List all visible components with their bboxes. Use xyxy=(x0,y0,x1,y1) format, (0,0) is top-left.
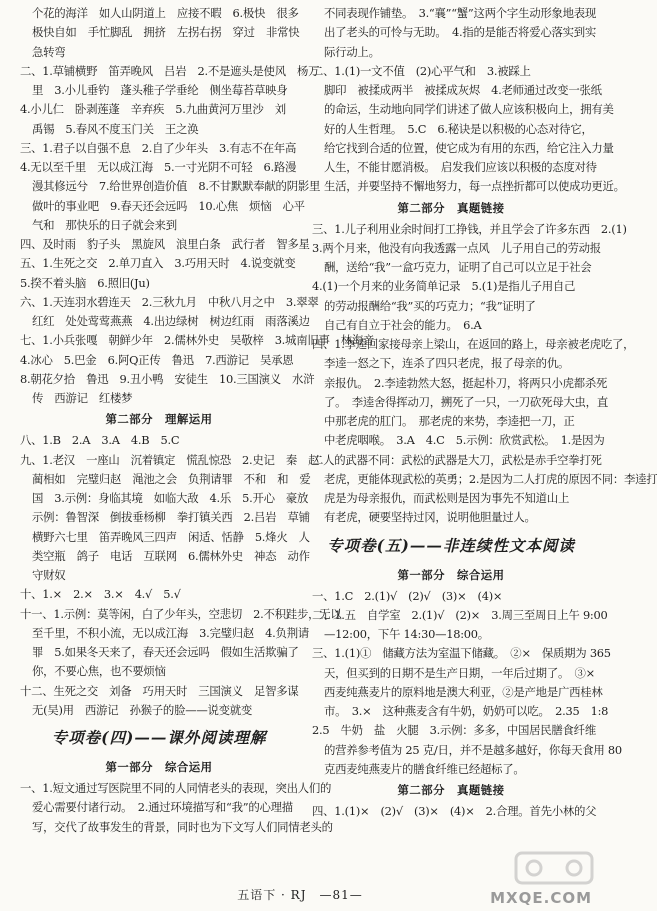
answer-line: 示例：鲁智深 倒拔垂杨柳 拳打镇关西 2.吕岩 草铺 xyxy=(32,510,310,525)
answer-line: 出了老头的可怜与无助。 4.指的是能否将爱心落实到实 xyxy=(324,25,597,40)
answer-line: 脚印 被揉成两半 被揉成灰烬 4.老师通过改变一张纸 xyxy=(324,83,602,97)
answer-line: 四、1.李逵回家接母亲上梁山，在返回的路上，母亲被老虎吃了， xyxy=(312,337,635,351)
answer-line: 你，不要心焦，也不要烦恼 xyxy=(32,664,166,679)
answer-line: 不同表现作铺垫。 3.“襄”“蟹”这两个字生动形象地表现 xyxy=(324,6,597,20)
page-footer: 五语下 · RJ —81— xyxy=(237,888,363,902)
answer-line: 2.5 牛奶 盐 火腿 3.示例：多多，中国居民膳食纤维 xyxy=(312,723,596,738)
answer-line: 的劳动报酬给“我”买的巧克力；“我”证明了 xyxy=(324,298,536,313)
left-block-4 xyxy=(20,779,333,837)
section-heading-comprehensive: 第一部分 综合运用 xyxy=(105,760,213,774)
answer-line: 人生，不能甘愿消极。 启发我们应该以积极的态度对待 xyxy=(324,160,597,174)
answer-line: 传 西游记 红楼梦 xyxy=(32,391,133,405)
answer-line: 至千里，不积小流，无以成江海 3.完璧归赵 4.负荆请 xyxy=(32,625,309,640)
answer-line: 西麦纯燕麦片的原料地是澳大利亚，②是产地是广西桂林 xyxy=(324,684,603,699)
answer-line: 中老虎咽喉。 3.A 4.C 5.示例：欣赏武松。 1.是因为 xyxy=(324,433,605,448)
answer-line: 一、1.C 2.(1)√ (2)√ (3)× (4)× xyxy=(312,588,503,603)
answer-line: 六、1.天连羽水碧连天 2.三秋九月 中秋八月之中 3.翠翠 xyxy=(20,294,319,309)
answer-line: 里 3.小儿垂钓 蓬头稚子学垂纶 侧坐莓苔草映身 xyxy=(32,83,288,97)
answer-line: 自己有自立于社会的能力。 6.A xyxy=(324,317,482,332)
answer-line: 一、1.短文通过写医院里不同的人同情老头的表现，突出人们的 xyxy=(20,781,332,795)
answer-line: 4.(1)一个月来的业务简单记录 5.(1)是指儿子用自己 xyxy=(312,279,576,294)
answer-line: 蔺相如 完璧归赵 渑池之会 负荆请罪 不和 和 爱 xyxy=(32,471,311,486)
section-heading-comprehensive-2: 第一部分 综合运用 xyxy=(397,567,505,582)
answer-line: 好的人生哲理。 5.C 6.秘诀是以积极的心态对待它， xyxy=(324,121,593,136)
answer-line: 市。 3.× 这种燕麦含有牛奶，奶奶可以吃。 2.35 1:8 xyxy=(324,704,609,718)
special-volume-5-title: 专项卷(五)——非连续性文本阅读 xyxy=(327,535,575,555)
answer-line: 国 3.示例：身临其境 如临大敌 4.乐 5.开心 豪放 xyxy=(32,491,309,505)
answer-line: 九、1.老汉 一座山 沉着镇定 慌乱惊恐 2.史记 秦 赵 xyxy=(20,452,320,467)
answer-line: 酬，送给“我”一盒巧克力，证明了自己可以立足于社会 xyxy=(324,260,592,274)
answer-line: 十一、1.示例：莫等闲，白了少年头，空悲切 2.不积跬步，无以 xyxy=(20,606,342,621)
answer-line: 中那老虎的肛门。 那老虎的来势，李逵把一刀，正 xyxy=(324,414,575,428)
answer-line: 克西麦纯燕麦片的膳食纤维已经超标了。 xyxy=(324,761,525,776)
answer-line: 五、1.生死之交 2.单刀直入 3.巧用天时 4.说变就变 xyxy=(20,256,296,271)
answer-line: 给它找到合适的位置，使它成为有用的东西，给它注入力量 xyxy=(324,140,614,155)
answer-line: 急转弯 xyxy=(32,44,66,59)
answer-line: 七、1.小兵张嘎 朝鲜少年 2.儒林外史 吴敬梓 3.城南旧事 林海音 xyxy=(20,333,375,348)
answer-line: 二、1.(1)一文不值 (2)心平气和 3.被踩上 xyxy=(312,63,531,78)
answer-line: 二、1.五 自学室 2.(1)√ (2)× 3.周三至周日上午 9:00 xyxy=(312,607,608,622)
answer-line: —12:00，下午 14:30—18:00。 xyxy=(324,627,489,641)
answer-line: 5.揆不着头脑 6.照旧(Ju) xyxy=(20,275,150,290)
right-block-4 xyxy=(312,587,622,780)
answer-line: 三、1.君子以自强不息 2.自了少年头 3.有志不在年高 xyxy=(20,140,297,155)
answer-line: 个花的海洋 如人山阴道上 应接不暇 6.极快 很多 xyxy=(32,6,299,20)
answer-line: 有老虎，硬要坚持过冈，说明他胆量过人。 xyxy=(324,510,536,525)
answer-line: 生活，并要坚持不懈地努力，每一点挫折都可以使成功更近。 xyxy=(324,179,625,194)
answer-line: 亲报仇。 2.李逵勃然大怒，挺起朴刀，将两只小虎都杀死 xyxy=(324,375,608,390)
answer-line: 八、1.B 2.A 3.A 4.B 5.C xyxy=(20,433,180,448)
answer-line: 老虎，更能体现武松的英勇；2.是因为二人打虎的原因不同：李逵打 xyxy=(324,471,657,486)
answer-line: 二人的武器不同：武松的武器是大刀，武松是赤手空拳打死 xyxy=(312,452,602,467)
right-block-3 xyxy=(312,335,657,528)
answer-line: 天，但买到的日期不是生产日期，一年后过期了。 ③× xyxy=(324,665,595,680)
answer-line: 四、及时雨 豹子头 黑旋风 浪里白条 武行者 智多星 xyxy=(20,237,310,251)
answer-line: 4.无以至千里 无以成江海 5.一寸光阴不可轻 6.路漫 xyxy=(20,160,297,174)
answer-line: 三、1.(1)① 储藏方法为室温下储藏。 ②× 保质期为 365 xyxy=(312,646,611,661)
answer-line: 际行动上。 xyxy=(324,44,380,59)
answer-line: 写，交代了故事发生的背景，同时也为下文写人们同情老头的 xyxy=(32,819,333,834)
answer-line: 极快自如 手忙脚乱 拥挤 左拐右拐 穿过 非常快 xyxy=(32,25,300,40)
special-volume-4-title: 专项卷(四)——课外阅读理解 xyxy=(51,728,267,747)
watermark-text: MXQE.COM xyxy=(490,889,592,907)
answer-line: 二、1.草铺横野 笛弄晚风 吕岩 2.不是遮头是使风 杨万 xyxy=(20,63,320,78)
answer-line: 李逵一怒之下，连杀了四只老虎，报了母亲的仇。 xyxy=(324,356,570,371)
answer-line: 了。 李逵舍得挥动刀，搠死了一只，一刀砍死母大虫，直 xyxy=(324,394,608,409)
answer-line: 红红 处处莺莺燕燕 4.出边绿树 树边红雨 雨落溪边 xyxy=(32,314,310,328)
answer-line: 4.小儿仁 卧剥莲蓬 辛弃疾 5.九曲黄河万里沙 刘 xyxy=(20,102,286,117)
answer-line: 漫其修远兮 7.给世界创造价值 8.不甘默默奉献的阴影里 xyxy=(32,179,321,194)
answer-line: 爱心需要付诸行动。 2.通过环境描写和“我”的心理描 xyxy=(32,800,293,815)
right-block-1 xyxy=(312,4,625,197)
section-heading-understanding: 第二部分 理解运用 xyxy=(105,412,213,427)
answer-line: 类空瓶 鸽子 电话 互联网 6.儒林外史 神态 动作 xyxy=(32,548,310,563)
answer-line: 罪 5.如果冬天来了，春天还会远吗 假如生活欺骗了 xyxy=(32,645,299,659)
right-column xyxy=(312,4,657,821)
answer-line: 气和 那快乐的日子就会来到 xyxy=(32,217,177,232)
answer-line: 十二、生死之交 刘备 巧用天时 三国演义 足智多谋 xyxy=(20,683,299,698)
answer-line: 虎是为母亲报仇，而武松则是因为事先不知道山上 xyxy=(324,491,570,505)
answer-line: 禹锡 5.春风不度玉门关 王之涣 xyxy=(32,121,199,136)
answer-line: 的命运，生动地向同学们讲述了做人应该积极向上，拥有美 xyxy=(324,102,614,117)
answer-line: 四、1.(1)× (2)√ (3)× (4)× 2.合理。首先小林的父 xyxy=(312,804,597,818)
right-block-2 xyxy=(312,220,627,336)
answer-line: 三、1.儿子利用业余时间打工挣钱，并且学会了许多东西 2.(1) xyxy=(312,221,627,236)
left-block-3 xyxy=(20,585,342,720)
answer-line: 3.两个月来，他没有向我透露一点风 儿子用自己的劳动报 xyxy=(312,240,601,255)
answer-line: 无(吴)用 西游记 孙猴子的脸——说变就变 xyxy=(32,702,253,717)
answer-line: 做叶的事业吧 9.春天还会远吗 10.心焦 烦恼 心平 xyxy=(32,198,305,213)
answer-line: 横野六七里 笛弄晚风三四声 闲适、恬静 5.烽火 人 xyxy=(32,529,310,544)
answer-line: 的营养参考值为 25 克/日，并不是越多越好，你每天食用 80 xyxy=(324,742,622,757)
right-block-5 xyxy=(312,802,597,821)
section-heading-real-exam-2: 第二部分 真题链接 xyxy=(397,783,505,797)
answer-line: 十、1.× 2.× 3.× 4.√ 5.√ xyxy=(20,587,181,602)
answer-line: 4.冰心 5.巴金 6.阿Q正传 鲁迅 7.西游记 吴承恩 xyxy=(20,352,294,367)
answer-line: 守财奴 xyxy=(32,568,66,582)
section-heading-real-exam: 第二部分 真题链接 xyxy=(397,200,505,215)
answer-line: 8.朝花夕拾 鲁迅 9.丑小鸭 安徒生 10.三国演义 水浒 xyxy=(20,371,315,386)
left-block-2 xyxy=(20,431,320,585)
